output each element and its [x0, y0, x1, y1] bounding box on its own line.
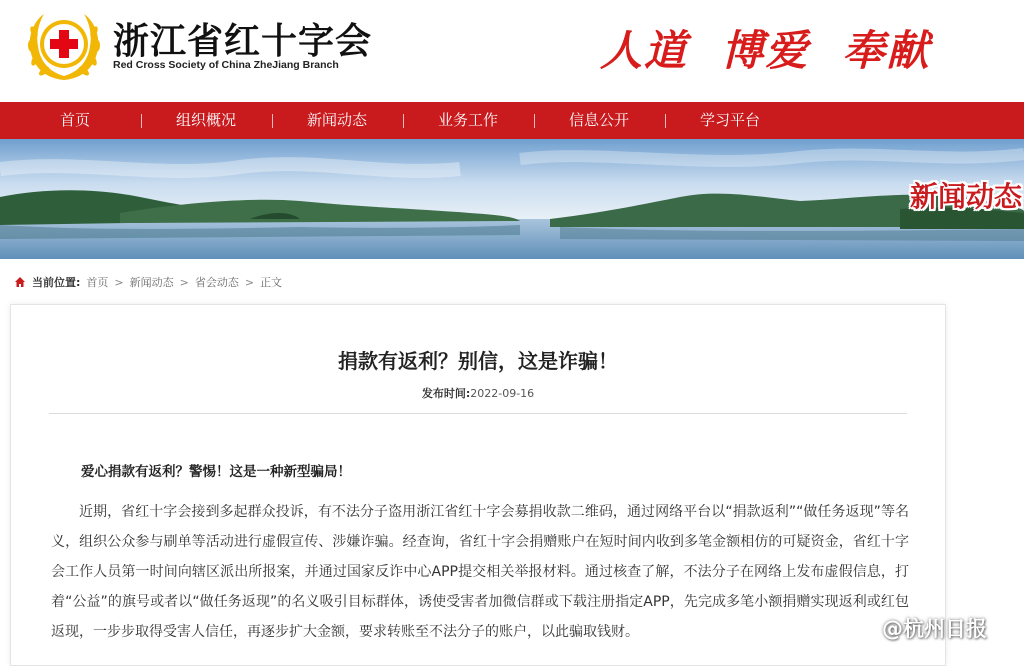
article-lead: 爱心捐款有返利？警惕！这是一种新型骗局！	[81, 464, 351, 480]
breadcrumb-separator: >	[179, 275, 189, 289]
weibo-icon	[838, 614, 878, 642]
red-cross-emblem-icon[interactable]	[24, 8, 104, 84]
org-name-en: Red Cross Society of China ZheJiang Branch	[113, 59, 339, 71]
org-name-cn: 浙江省红十字会	[113, 21, 373, 62]
banner-section-title: 新闻动态	[909, 180, 1022, 213]
main-nav	[0, 102, 1024, 140]
article-date	[11, 385, 945, 401]
nav-item-organization[interactable]: 组织概况	[175, 111, 236, 129]
breadcrumb-separator: >	[114, 275, 124, 289]
watermark-text: @杭州日报	[882, 617, 987, 641]
title-divider	[49, 413, 907, 414]
breadcrumb-label: 当前位置:	[32, 276, 81, 289]
nav-item-home[interactable]: 首页	[59, 111, 90, 129]
site-header	[0, 0, 1024, 102]
home-icon	[14, 276, 26, 288]
lake-landscape-image	[0, 139, 1024, 259]
slogan: 人道 博爱 奉献	[600, 26, 931, 75]
article-panel	[10, 304, 946, 666]
article-title: 捐款有返利？别信，这是诈骗！	[338, 349, 618, 373]
nav-divider	[403, 114, 404, 128]
nav-item-business[interactable]: 业务工作	[437, 111, 498, 129]
banner	[0, 139, 1024, 259]
nav-divider	[141, 114, 142, 128]
breadcrumb-news[interactable]: 新闻动态	[129, 276, 174, 289]
breadcrumb-home[interactable]: 首页	[86, 276, 109, 289]
breadcrumb-provincial-news[interactable]: 省会动态	[194, 276, 239, 289]
date-label: 发布时间:	[421, 387, 471, 400]
breadcrumb-current: 正文	[260, 276, 283, 289]
watermark	[838, 613, 987, 643]
nav-divider	[534, 114, 535, 128]
date-value: 2022-09-16	[470, 387, 535, 400]
nav-divider	[272, 114, 273, 128]
breadcrumb	[14, 274, 282, 290]
nav-item-learning[interactable]: 学习平台	[699, 111, 760, 129]
breadcrumb-separator: >	[244, 275, 255, 289]
nav-divider	[665, 114, 666, 128]
nav-item-disclosure[interactable]: 信息公开	[568, 111, 629, 129]
article-paragraph: 近期，省红十字会接到多起群众投诉，有不法分子盗用浙江省红十字会募捐收款二维码，通过网络平台以“捐款返利”“做任务返现”等名义，组织公众参与刷单等活动进行虚假宣传、涉嫌诈骗。经查询，省红十字会捐赠账户在短时间内收到多笔金额相仿的可疑资金，省红十字会工作人员第一时间向辖区派出所报案，并通过国家反诈中心APP提交相关举报材料。通过核查了解，不法分子在网络上发布虚假信息，打着“公益”的旗号或者以“做任务返现”的名义吸引目标群体，诱使受害者加微信群或下载注册指定APP，先完成多笔小额捐赠实现返利或红包返现，一步步取得受害人信任，再逐步扩大金额，要求转账至不法分子的账户，以此骗取钱财。	[51, 504, 909, 640]
nav-item-news[interactable]: 新闻动态	[306, 111, 367, 129]
